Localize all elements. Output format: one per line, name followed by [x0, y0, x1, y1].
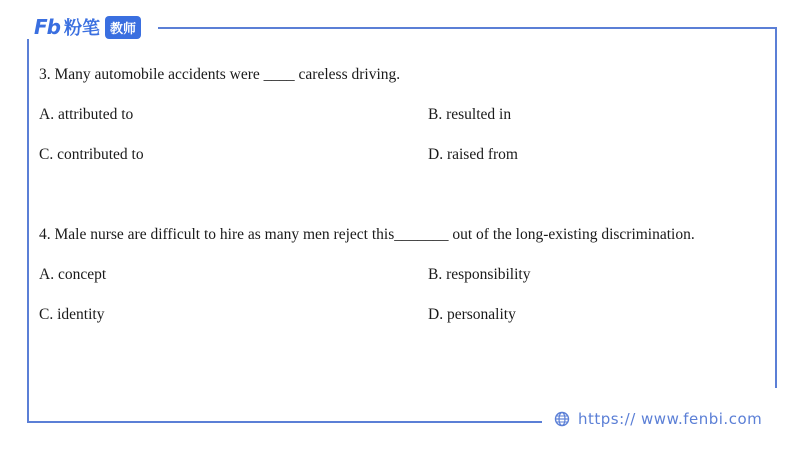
brand-mark: Fb — [34, 15, 60, 39]
question-4-option-a[interactable]: A. concept — [39, 266, 107, 283]
frame-bottom-line — [27, 421, 542, 423]
brand-badge: 教师 — [105, 16, 141, 39]
frame-left-line — [27, 39, 29, 423]
question-3-option-a[interactable]: A. attributed to — [39, 106, 134, 123]
question-3-option-b[interactable]: B. resulted in — [428, 106, 512, 123]
brand-name: 粉笔 — [63, 18, 100, 39]
frame-right-line — [775, 27, 777, 388]
question-4-option-d[interactable]: D. personality — [428, 306, 516, 323]
question-4-option-b[interactable]: B. responsibility — [428, 266, 531, 283]
question-4-stem: 4. Male nurse are difficult to hire as many men reject this_______ out of the long-existing discrimination. — [39, 226, 695, 243]
frame-top-line — [158, 27, 777, 29]
globe-icon — [554, 411, 570, 427]
brand-logo — [34, 14, 141, 40]
question-3-option-c[interactable]: C. contributed to — [39, 146, 144, 163]
question-3-option-d[interactable]: D. raised from — [428, 146, 518, 163]
question-4-option-c[interactable]: C. identity — [39, 306, 105, 323]
question-3-stem: 3. Many automobile accidents were ____ careless driving. — [39, 66, 401, 83]
footer-link[interactable] — [554, 410, 762, 428]
footer-url[interactable]: https:// www.fenbi.com — [578, 410, 763, 428]
